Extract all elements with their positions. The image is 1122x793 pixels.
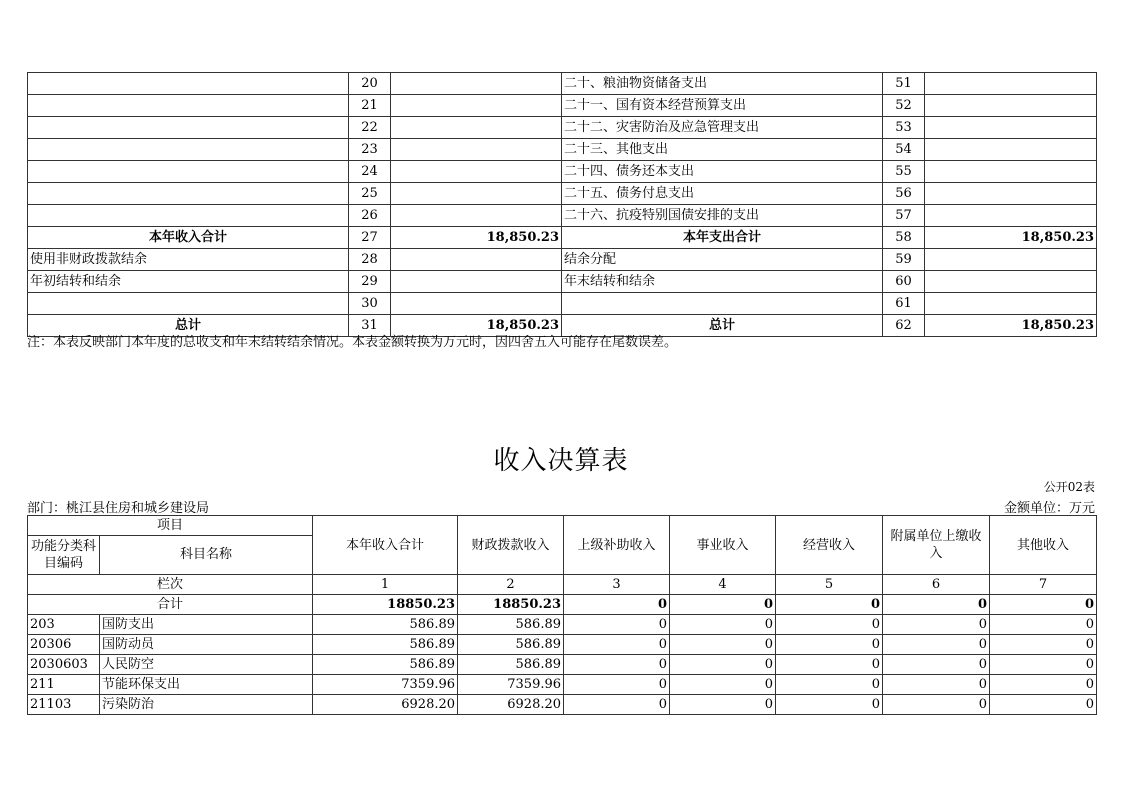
income-item: 总计 bbox=[28, 315, 349, 337]
income-item bbox=[28, 117, 349, 139]
expense-item: 总计 bbox=[562, 315, 883, 337]
table-row-total bbox=[28, 595, 1097, 615]
column-header: 本年收入合计 bbox=[313, 516, 458, 575]
expense-item: 二十一、国有资本经营预算支出 bbox=[562, 95, 883, 117]
expense-item: 二十二、灾害防治及应急管理支出 bbox=[562, 117, 883, 139]
table-row bbox=[28, 205, 1097, 227]
cell-value: 0 bbox=[564, 635, 670, 655]
subject-code: 20306 bbox=[28, 635, 100, 655]
expense-amount bbox=[925, 249, 1097, 271]
total-value: 0 bbox=[990, 595, 1097, 615]
table-row bbox=[28, 675, 1097, 695]
column-number: 5 bbox=[776, 575, 883, 595]
total-label: 合计 bbox=[28, 595, 313, 615]
expense-amount bbox=[925, 73, 1097, 95]
cell-value: 0 bbox=[670, 635, 776, 655]
table-row bbox=[28, 695, 1097, 715]
total-value: 0 bbox=[670, 595, 776, 615]
income-item: 使用非财政拨款结余 bbox=[28, 249, 349, 271]
cell-value: 0 bbox=[990, 615, 1097, 635]
total-value: 0 bbox=[776, 595, 883, 615]
expense-item: 二十五、债务付息支出 bbox=[562, 183, 883, 205]
expense-amount bbox=[925, 161, 1097, 183]
page-title: 收入决算表 bbox=[493, 446, 629, 476]
cell-value: 0 bbox=[776, 655, 883, 675]
table-row bbox=[28, 117, 1097, 139]
income-line-number: 26 bbox=[349, 205, 391, 227]
table-row bbox=[28, 249, 1097, 271]
amount-unit-label: 金额单位：万元 bbox=[1003, 501, 1095, 516]
expense-amount bbox=[925, 183, 1097, 205]
expense-item: 二十、粮油物资储备支出 bbox=[562, 73, 883, 95]
cell-value: 6928.20 bbox=[458, 695, 564, 715]
expense-amount bbox=[925, 117, 1097, 139]
header-item: 项目 bbox=[28, 516, 313, 536]
cell-value: 7359.96 bbox=[458, 675, 564, 695]
subject-name: 国防动员 bbox=[100, 635, 313, 655]
cell-value: 0 bbox=[883, 635, 990, 655]
table-row bbox=[28, 73, 1097, 95]
expense-item bbox=[562, 293, 883, 315]
income-item bbox=[28, 161, 349, 183]
income-amount bbox=[391, 293, 562, 315]
column-number-row bbox=[28, 575, 1097, 595]
income-amount bbox=[391, 73, 562, 95]
cell-value: 0 bbox=[670, 675, 776, 695]
cell-value: 6928.20 bbox=[313, 695, 458, 715]
income-line-number: 29 bbox=[349, 271, 391, 293]
summary-table bbox=[27, 72, 1097, 337]
column-header: 附属单位上缴收入 bbox=[883, 516, 990, 575]
table-row bbox=[28, 271, 1097, 293]
table-row bbox=[28, 161, 1097, 183]
expense-amount: 18,850.23 bbox=[925, 315, 1097, 337]
income-line-number: 31 bbox=[349, 315, 391, 337]
column-header: 事业收入 bbox=[670, 516, 776, 575]
header-code: 功能分类科目编码 bbox=[28, 536, 100, 575]
cell-value: 7359.96 bbox=[313, 675, 458, 695]
cell-value: 0 bbox=[670, 655, 776, 675]
column-number: 1 bbox=[313, 575, 458, 595]
cell-value: 0 bbox=[776, 695, 883, 715]
expense-item: 年末结转和结余 bbox=[562, 271, 883, 293]
total-value: 18850.23 bbox=[458, 595, 564, 615]
table-row bbox=[28, 293, 1097, 315]
table-row bbox=[28, 655, 1097, 675]
income-amount bbox=[391, 183, 562, 205]
income-item: 本年收入合计 bbox=[28, 227, 349, 249]
income-line-number: 25 bbox=[349, 183, 391, 205]
cell-value: 0 bbox=[990, 655, 1097, 675]
cell-value: 0 bbox=[776, 675, 883, 695]
income-line-number: 30 bbox=[349, 293, 391, 315]
cell-value: 586.89 bbox=[458, 655, 564, 675]
expense-line-number: 55 bbox=[883, 161, 925, 183]
header-row bbox=[28, 516, 1097, 536]
subject-name: 国防支出 bbox=[100, 615, 313, 635]
expense-line-number: 59 bbox=[883, 249, 925, 271]
subject-code: 203 bbox=[28, 615, 100, 635]
cell-value: 0 bbox=[883, 695, 990, 715]
subject-name: 人民防空 bbox=[100, 655, 313, 675]
expense-item: 本年支出合计 bbox=[562, 227, 883, 249]
cell-value: 0 bbox=[990, 695, 1097, 715]
cell-value: 586.89 bbox=[313, 635, 458, 655]
table-row-subtotal bbox=[28, 227, 1097, 249]
expense-line-number: 51 bbox=[883, 73, 925, 95]
cell-value: 586.89 bbox=[313, 615, 458, 635]
subject-name: 节能环保支出 bbox=[100, 675, 313, 695]
column-number: 4 bbox=[670, 575, 776, 595]
expense-amount bbox=[925, 205, 1097, 227]
cell-value: 586.89 bbox=[458, 615, 564, 635]
header-name: 科目名称 bbox=[100, 536, 313, 575]
total-value: 0 bbox=[564, 595, 670, 615]
cell-value: 0 bbox=[564, 655, 670, 675]
table-row bbox=[28, 615, 1097, 635]
income-amount bbox=[391, 271, 562, 293]
column-header: 财政拨款收入 bbox=[458, 516, 564, 575]
income-line-number: 24 bbox=[349, 161, 391, 183]
income-amount bbox=[391, 161, 562, 183]
expense-line-number: 52 bbox=[883, 95, 925, 117]
expense-amount: 18,850.23 bbox=[925, 227, 1097, 249]
expense-line-number: 54 bbox=[883, 139, 925, 161]
subject-code: 21103 bbox=[28, 695, 100, 715]
cell-value: 0 bbox=[670, 615, 776, 635]
income-item bbox=[28, 293, 349, 315]
expense-amount bbox=[925, 293, 1097, 315]
expense-line-number: 62 bbox=[883, 315, 925, 337]
expense-line-number: 53 bbox=[883, 117, 925, 139]
expense-line-number: 58 bbox=[883, 227, 925, 249]
table-row bbox=[28, 183, 1097, 205]
expense-item: 结余分配 bbox=[562, 249, 883, 271]
expense-amount bbox=[925, 271, 1097, 293]
cell-value: 0 bbox=[564, 695, 670, 715]
income-item: 年初结转和结余 bbox=[28, 271, 349, 293]
income-amount bbox=[391, 117, 562, 139]
cell-value: 0 bbox=[776, 615, 883, 635]
cell-value: 586.89 bbox=[458, 635, 564, 655]
cell-value: 0 bbox=[990, 635, 1097, 655]
total-value: 0 bbox=[883, 595, 990, 615]
income-line-number: 27 bbox=[349, 227, 391, 249]
expense-line-number: 61 bbox=[883, 293, 925, 315]
cell-value: 0 bbox=[776, 635, 883, 655]
column-number: 6 bbox=[883, 575, 990, 595]
income-amount bbox=[391, 95, 562, 117]
expense-item: 二十三、其他支出 bbox=[562, 139, 883, 161]
expense-item: 二十六、抗疫特别国债安排的支出 bbox=[562, 205, 883, 227]
department-label: 部门：桃江县住房和城乡建设局 bbox=[27, 501, 210, 516]
table-row bbox=[28, 139, 1097, 161]
cell-value: 0 bbox=[883, 615, 990, 635]
income-item bbox=[28, 139, 349, 161]
row-label: 栏次 bbox=[28, 575, 313, 595]
income-amount: 18,850.23 bbox=[391, 315, 562, 337]
table-row bbox=[28, 635, 1097, 655]
summary-table-note: 注：本表反映部门本年度的总收支和年末结转结余情况。本表金额转换为万元时，因四舍五入可能存在尾数误差。 bbox=[27, 335, 678, 350]
income-item bbox=[28, 95, 349, 117]
column-header: 其他收入 bbox=[990, 516, 1097, 575]
income-table-body bbox=[28, 595, 1097, 715]
income-table bbox=[27, 515, 1097, 715]
expense-amount bbox=[925, 139, 1097, 161]
income-line-number: 21 bbox=[349, 95, 391, 117]
column-header: 经营收入 bbox=[776, 516, 883, 575]
income-item bbox=[28, 183, 349, 205]
total-value: 18850.23 bbox=[313, 595, 458, 615]
income-line-number: 23 bbox=[349, 139, 391, 161]
income-item bbox=[28, 205, 349, 227]
cell-value: 0 bbox=[883, 675, 990, 695]
expense-item: 二十四、债务还本支出 bbox=[562, 161, 883, 183]
subject-code: 211 bbox=[28, 675, 100, 695]
income-item bbox=[28, 73, 349, 95]
income-line-number: 20 bbox=[349, 73, 391, 95]
table-row bbox=[28, 95, 1097, 117]
cell-value: 0 bbox=[564, 675, 670, 695]
expense-line-number: 60 bbox=[883, 271, 925, 293]
income-line-number: 22 bbox=[349, 117, 391, 139]
column-number: 7 bbox=[990, 575, 1097, 595]
expense-amount bbox=[925, 95, 1097, 117]
summary-table-body bbox=[28, 73, 1097, 337]
subject-name: 污染防治 bbox=[100, 695, 313, 715]
income-line-number: 28 bbox=[349, 249, 391, 271]
form-code: 公开02表 bbox=[1043, 480, 1095, 494]
cell-value: 0 bbox=[564, 615, 670, 635]
column-number: 2 bbox=[458, 575, 564, 595]
cell-value: 0 bbox=[990, 675, 1097, 695]
income-amount bbox=[391, 139, 562, 161]
cell-value: 0 bbox=[670, 695, 776, 715]
cell-value: 0 bbox=[883, 655, 990, 675]
income-amount: 18,850.23 bbox=[391, 227, 562, 249]
expense-line-number: 57 bbox=[883, 205, 925, 227]
income-amount bbox=[391, 249, 562, 271]
income-table-header bbox=[28, 516, 1097, 595]
cell-value: 586.89 bbox=[313, 655, 458, 675]
column-header: 上级补助收入 bbox=[564, 516, 670, 575]
expense-line-number: 56 bbox=[883, 183, 925, 205]
income-amount bbox=[391, 205, 562, 227]
column-number: 3 bbox=[564, 575, 670, 595]
subject-code: 2030603 bbox=[28, 655, 100, 675]
